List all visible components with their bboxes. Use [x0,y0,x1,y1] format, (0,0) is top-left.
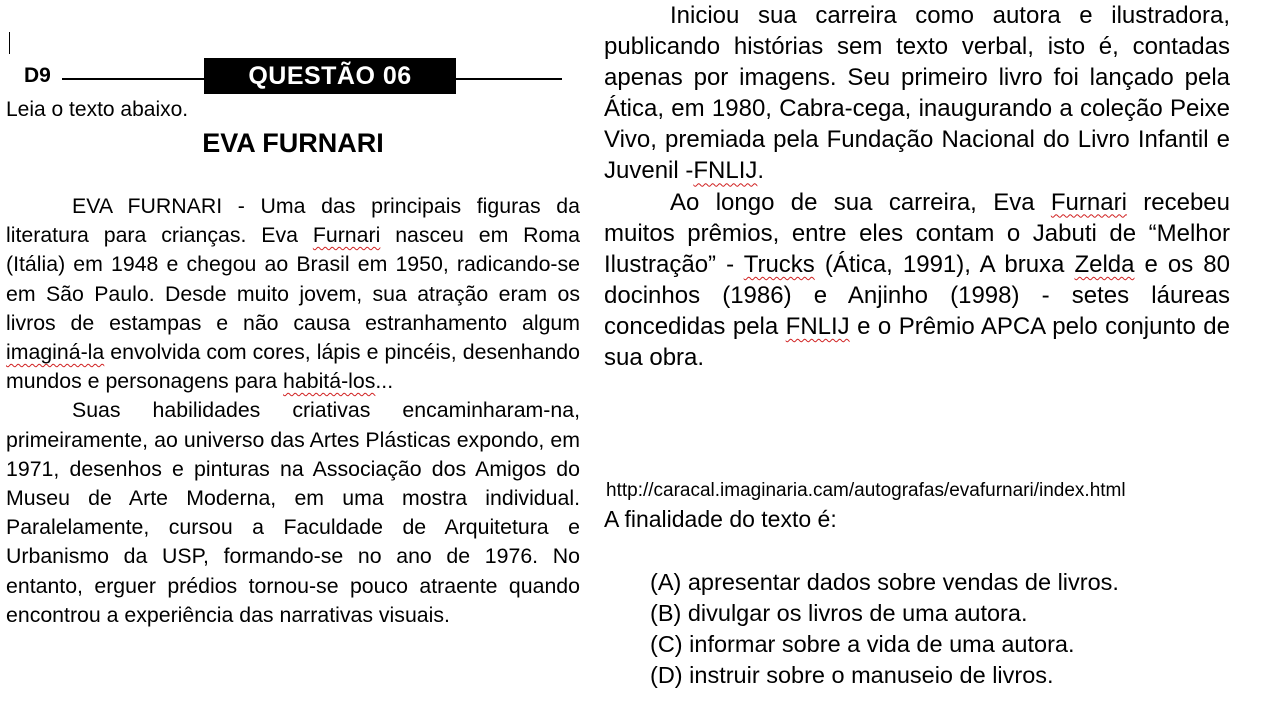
paragraph-3: Iniciou sua carreira como autora e ilustradora, publicando histórias sem texto verbal, isto é, contadas apenas por imagens. Seu primeiro livro foi lançado pela Ática, em 1980, Cabra-cega, inaugurando a coleção Peixe Vivo, premiada pela Fundação Nacional do Livro Infantil e Juvenil -FNLIJ. [604,2,1230,185]
spellcheck-word: FNLIJ [693,157,758,185]
spellcheck-word: imaginá-la [6,340,105,365]
spellcheck-word: Furnari [1050,188,1127,216]
text-cursor [9,32,10,54]
option-a: (A) apresentar dados sobre vendas de livros. [650,569,1119,595]
text-column-right [604,0,1230,373]
spellcheck-word: Zelda [1074,250,1135,278]
header-rule-right [456,78,562,80]
option-d: (D) instruir sobre o manuseio de livros. [650,662,1054,688]
paragraph-1: EVA FURNARI - Uma das principais figuras da literatura para crianças. Eva Furnari nasceu em Roma (Itália) em 1948 e chegou ao Brasil em 1950, radicando-se em São Paulo. Desde muito jovem, sua atração eram os livros de estampas e não causa estranhamento algum imaginá-la envolvida com cores, lápis e pincéis, desenhando mundos e personagens para habitá-los... [6,194,580,394]
descriptor-code: D9 [24,64,51,87]
option-c: (C) informar sobre a vida de uma autora. [650,631,1075,657]
answer-options [650,567,1119,691]
article-title: EVA FURNARI [202,128,384,158]
option-b: (B) divulgar os livros de uma autora. [650,600,1028,626]
spellcheck-word: habitá-los [283,369,376,394]
paragraph-2: Suas habilidades criativas encaminharam-na, primeiramente, ao universo das Artes Plásticas expondo, em 1971, desenhos e pinturas na Associação dos Amigos do Museu de Arte Moderna, em uma mostra individual. Paralelamente, cursou a Faculdade de Arquitetura e Urbanismo da USP, formando-se no ano de 1976. No entanto, erguer prédios tornou-se pouco atraente quando encontrou a experiência das narrativas visuais. [6,398,580,627]
question-header [24,58,564,94]
spellcheck-word: Furnari [312,223,381,248]
paragraph-4: Ao longo de sua carreira, Eva Furnari recebeu muitos prêmios, entre eles contam o Jabuti de “Melhor Ilustração” - Trucks (Ática, 1991), A bruxa Zelda e os 80 docinhos (1986) e Anjinho (1998) - setes láureas concedidas pela FNLIJ e o Prêmio APCA pelo conjunto de sua obra. [604,188,1231,372]
spellcheck-word: FNLIJ [785,312,850,340]
question-stem: A finalidade do texto é: [604,506,837,532]
question-label: QUESTÃO 06 [204,58,456,94]
source-url: http://caracal.imaginaria.cam/autografas/evafurnari/index.html [606,480,1126,501]
instruction-text: Leia o texto abaixo. [6,98,189,121]
header-rule-left [62,78,206,80]
spellcheck-word: Trucks [743,250,815,278]
text-column-left [6,192,580,630]
